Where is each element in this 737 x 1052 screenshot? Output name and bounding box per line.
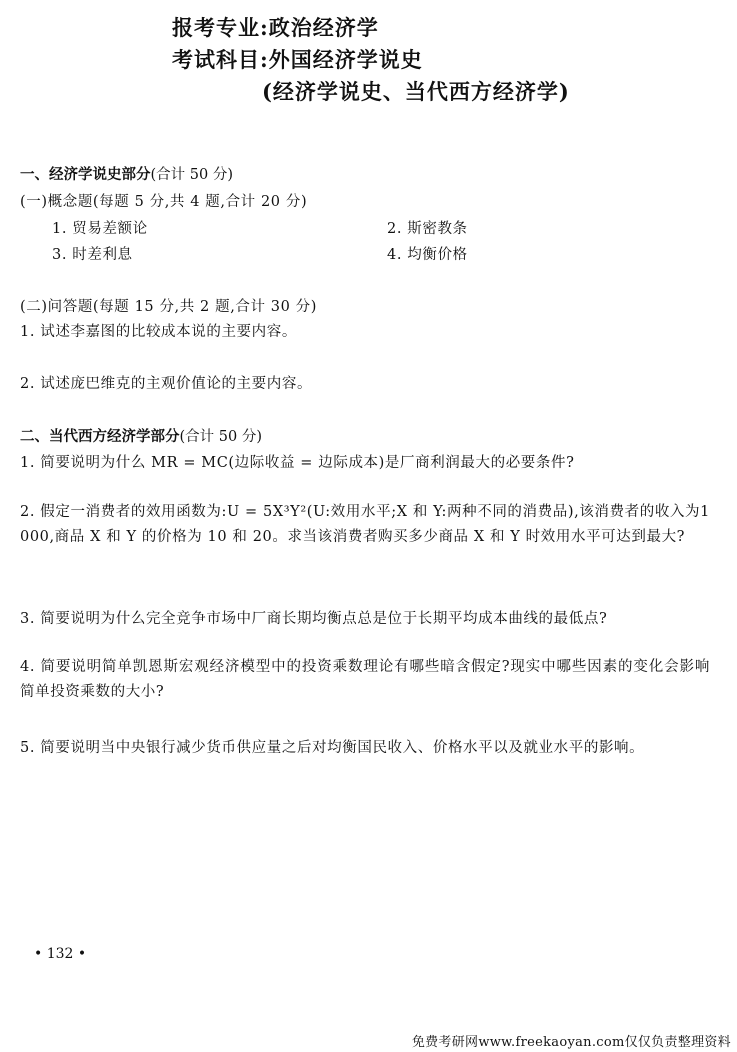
part1-note: (合计 50 分) (150, 167, 233, 183)
exam-subject: 考试科目:外国经济学说史 (172, 47, 423, 72)
part1-heading (20, 163, 233, 184)
part1-sub1-title: (一)概念题(每题 5 分,共 4 题,合计 20 分) (20, 194, 308, 210)
part2-note: (合计 50 分) (179, 429, 262, 445)
question-5: 5. 简要说明当中央银行减少货币供应量之后对均衡国民收入、价格水平以及就业水平的影响。 (20, 740, 645, 756)
concept-item-4: 4. 均衡价格 (387, 247, 468, 263)
question-4: 4. 简要说明简单凯恩斯宏观经济模型中的投资乘数理论有哪些暗含假定?现实中哪些因素的变化会影响简单投资乘数的大小? (20, 659, 710, 700)
essay-question-1: 1. 试述李嘉图的比较成本说的主要内容。 (20, 324, 297, 340)
part2-title: 二、当代西方经济学部分 (20, 428, 180, 445)
question-1: 1. 简要说明为什么 MR = MC(边际收益 = 边际成本)是厂商利润最大的必要条件? (20, 455, 575, 471)
question-2: 2. 假定一消费者的效用函数为:U = 5X³Y²(U:效用水平;X 和 Y:两种不同的消费品),该消费者的收入为1 000,商品 X 和 Y 的价格为 10 和 20。求当该消费者购买多少商品 X 和 Y 时效用水平可达到最大? (20, 504, 710, 545)
part1-title: 一、经济学说史部分 (20, 166, 151, 183)
concept-item-3: 3. 时差利息 (52, 247, 133, 263)
question-3: 3. 简要说明为什么完全竞争市场中厂商长期均衡点总是位于长期平均成本曲线的最低点? (20, 611, 608, 627)
page-number: • 132 • (34, 946, 87, 962)
essay-question-2: 2. 试述庞巴维克的主观价值论的主要内容。 (20, 376, 313, 392)
exam-subtitle: (经济学说史、当代西方经济学) (262, 79, 570, 104)
concept-item-1: 1. 贸易差额论 (52, 221, 148, 237)
exam-major: 报考专业:政治经济学 (172, 15, 379, 40)
concept-item-2: 2. 斯密教条 (387, 221, 468, 237)
footer-watermark: 免费考研网www.freekaoyan.com仅仅负责整理资料 (411, 1035, 731, 1050)
part1-sub2-title: (二)问答题(每题 15 分,共 2 题,合计 30 分) (20, 299, 318, 315)
part2-heading (20, 425, 262, 446)
